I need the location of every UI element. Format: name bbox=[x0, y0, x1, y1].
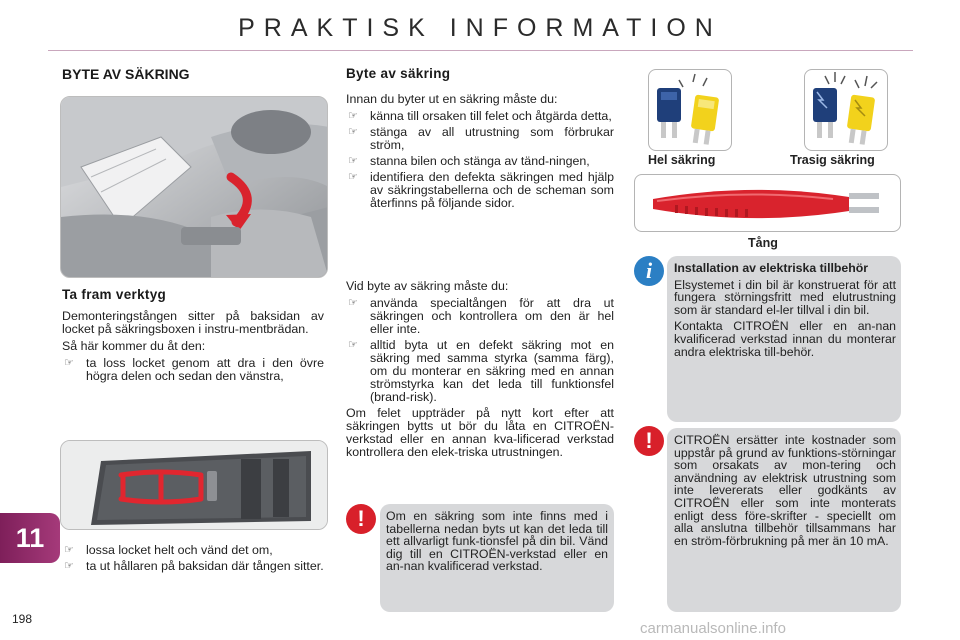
before-bullet-list bbox=[346, 110, 614, 210]
fuse-box-lid-photo bbox=[60, 440, 328, 530]
fuse-intact-illustration bbox=[649, 70, 733, 152]
fuse-box-lid-illustration bbox=[61, 441, 328, 530]
watermark: carmanualsonline.info bbox=[640, 620, 786, 637]
info-para-2: Kontakta CITROËN eller en an-nan kvalificerad verkstad innan du monterar andra elektriska till-behör. bbox=[674, 319, 896, 359]
list-item: ☞ alltid byta ut en defekt säkring mot en säkring med samma styrka (samma färg), om du monterar en säkring med en annan strömstyrka kan det leda till funktionsfel (brand-risk). bbox=[348, 338, 614, 404]
during-bullet-list bbox=[346, 297, 614, 404]
replace-closing: Om felet uppträder på nytt kort efter att säkringen bytts ut bör du låta en CITROËN-verkstad eller en annan kva-lificerad verkstad kontrollera den elek-triska utrustningen. bbox=[346, 406, 614, 459]
pointing-finger-icon: ☞ bbox=[348, 339, 358, 351]
list-item: ☞ ta ut hållaren på baksidan där tången sitter. bbox=[64, 559, 324, 573]
fuse-broken-label: Trasig säkring bbox=[790, 153, 875, 167]
list-item: ☞ stanna bilen och stänga av tänd-ningen, bbox=[348, 154, 590, 168]
replace-fuse-heading: Byte av säkring bbox=[346, 66, 451, 81]
page-number: 198 bbox=[12, 612, 33, 626]
info-icon: i bbox=[634, 256, 664, 286]
tools-para-2: Så här kommer du åt den: bbox=[62, 339, 206, 353]
info-heading: Installation av elektriska tillbehör bbox=[674, 261, 869, 275]
tools-text bbox=[62, 310, 324, 386]
tools-bullet-list bbox=[62, 357, 324, 383]
tong-image bbox=[634, 174, 901, 232]
exclamation-icon: ! bbox=[634, 426, 664, 456]
list-item: ☞ använda specialtången för att dra ut säkringen och kontrollera om den är hel eller inte. bbox=[348, 296, 614, 336]
fuse-intact-image bbox=[648, 69, 732, 151]
tong-illustration bbox=[635, 175, 901, 232]
pointing-finger-icon: ☞ bbox=[348, 155, 358, 167]
list-item: ☞ känna till orsaken till felet och åtgärda detta, bbox=[348, 109, 612, 123]
warning-text-right: CITROËN ersätter inte kostnader som uppstår på grund av funktions-störningar som orsakats av mon-tering och användning av elektrisk utrustning som inte levererats eller godkänts av CITROËN eller som inte monterats enligt dess före-skrifter - speciellt om alla anslutna tillbehör tillsammans har en ström-förbrukning på mer än 10 mA. bbox=[674, 433, 896, 548]
fuse-intact-label: Hel säkring bbox=[648, 153, 716, 167]
tools-heading: Ta fram verktyg bbox=[62, 287, 167, 302]
exclamation-icon: ! bbox=[346, 504, 376, 534]
fuse-broken-illustration bbox=[805, 70, 889, 152]
pointing-finger-icon: ☞ bbox=[348, 126, 358, 138]
pointing-finger-icon: ☞ bbox=[348, 110, 358, 122]
section-title: BYTE AV SÄKRING bbox=[62, 66, 190, 82]
list-item: ☞ identifiera den defekta säkringen med hjälp av säkringstabellerna och de scheman som återfinns på följande sidor. bbox=[348, 170, 614, 210]
pointing-finger-icon: ☞ bbox=[348, 171, 358, 183]
list-item: ☞ stänga av all utrustning som förbrukar ström, bbox=[348, 125, 614, 152]
replace-intro-2: Vid byte av säkring måste du: bbox=[346, 279, 509, 293]
pointing-finger-icon: ☞ bbox=[64, 357, 74, 369]
info-text bbox=[674, 262, 896, 362]
info-para-1: Elsystemet i din bil är konstruerat för att fungera störningsfritt med elutrustning som är standard el-ler tillval i din bil. bbox=[674, 277, 896, 317]
tong-label: Tång bbox=[748, 236, 778, 250]
title-divider bbox=[48, 50, 913, 51]
replace-fuse-text-2 bbox=[346, 280, 614, 463]
pointing-finger-icon: ☞ bbox=[348, 297, 358, 309]
list-item: ☞ lossa locket helt och vänd det om, bbox=[64, 543, 273, 557]
pointing-finger-icon: ☞ bbox=[64, 544, 74, 556]
fuse-broken-image bbox=[804, 69, 888, 151]
tools-bullet-list-2 bbox=[62, 544, 324, 573]
tools-para-1: Demonteringstången sitter på baksidan av locket på säkringsboxen i instru-mentbrädan. bbox=[62, 309, 324, 336]
warning-text-middle: Om en säkring som inte finns med i tabellerna nedan byts ut kan det leda till ett allvarligt funk-tionsfel på din bil. Vänd dig till en CITROËN-verkstad eller en an-nan kvalificerad verkstad. bbox=[386, 509, 608, 574]
page-title: PRAKTISK INFORMATION bbox=[238, 14, 722, 42]
replace-intro: Innan du byter ut en säkring måste du: bbox=[346, 92, 558, 106]
tools-text-2 bbox=[62, 544, 324, 576]
chapter-tab: 11 bbox=[0, 513, 60, 563]
list-item: ☞ ta loss locket genom att dra i den övre högra delen och sedan den vänstra, bbox=[64, 356, 324, 383]
dashboard-illustration bbox=[61, 97, 328, 278]
dashboard-photo bbox=[60, 96, 328, 278]
replace-fuse-text bbox=[346, 93, 614, 213]
pointing-finger-icon: ☞ bbox=[64, 560, 74, 572]
